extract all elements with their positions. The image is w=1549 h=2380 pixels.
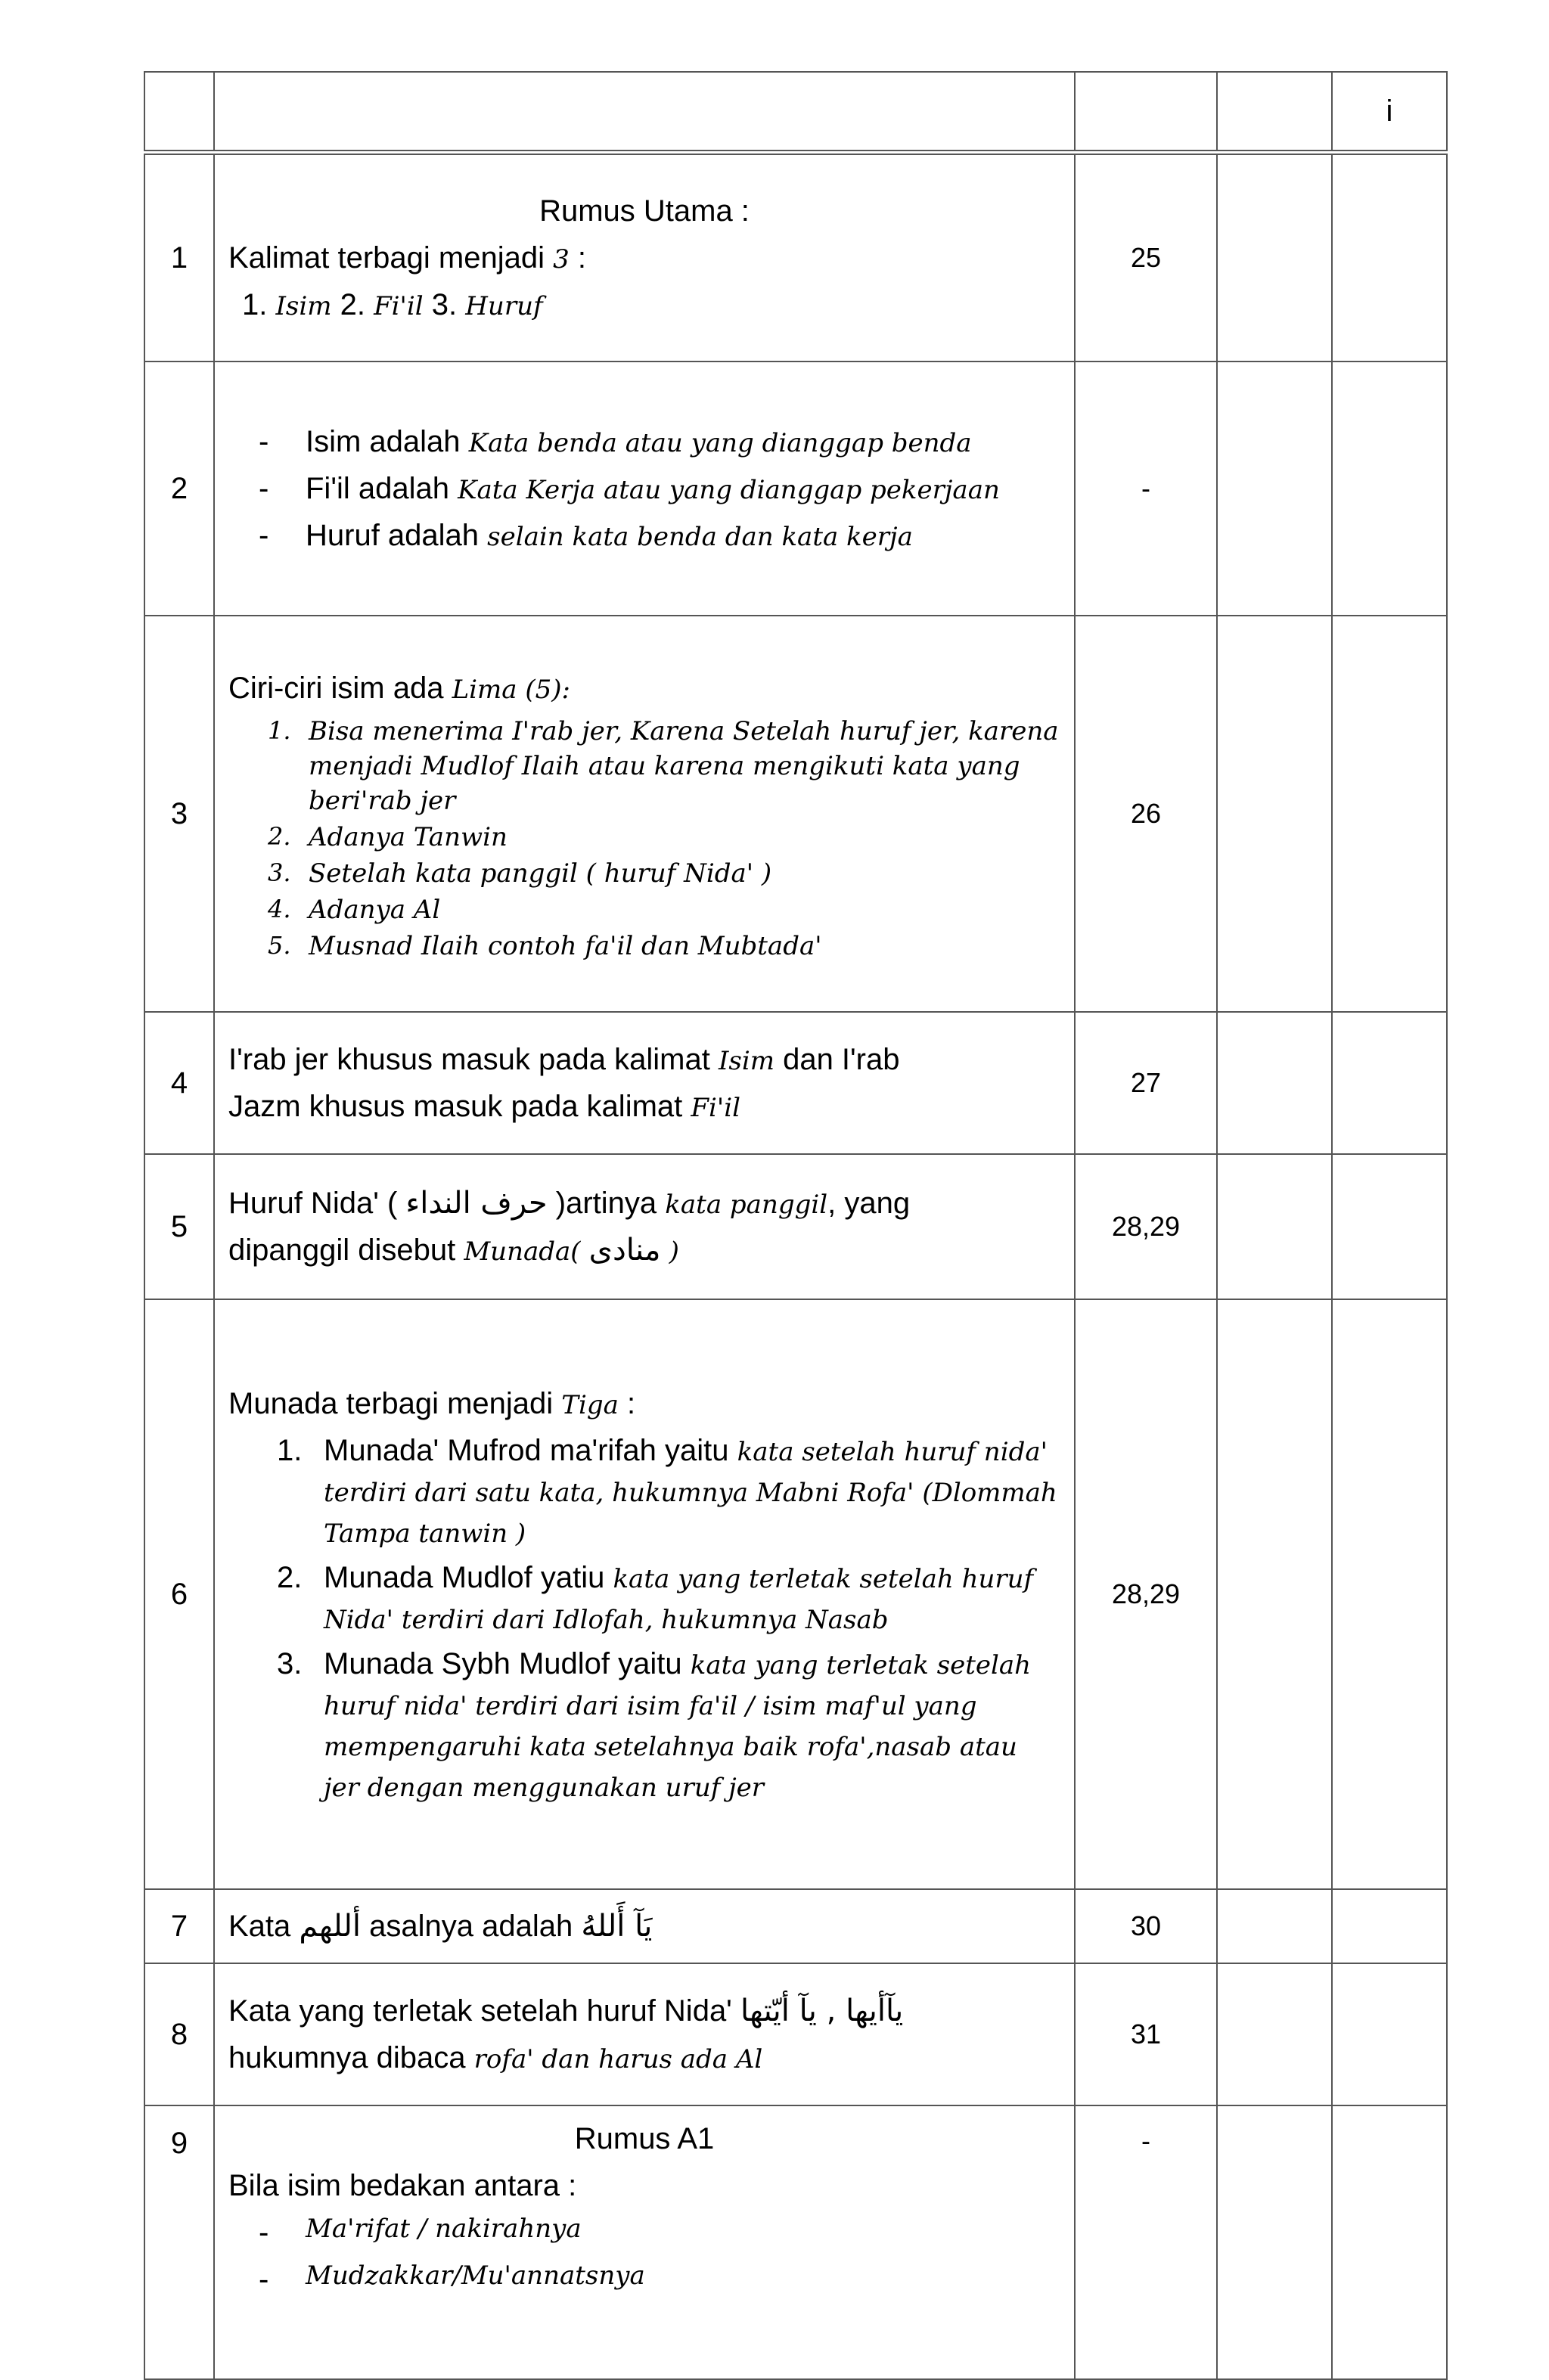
list-item [228,893,1060,928]
text: Huruf Nida' ( [228,1187,398,1220]
header-cell-text [214,72,1075,153]
row-number: 8 [144,1963,214,2105]
text: Kata yang terletak setelah huruf Nida' [228,1994,732,2028]
handwritten-text: Munada( [464,1237,581,1267]
handwritten-text: Bisa menerima I'rab jer, Karena Setelah huruf jer, karena menjadi Mudlof Ilaih atau karena mengikuti kata yang beri'rab jer [309,716,1059,817]
page-ref: 28,29 [1075,1154,1217,1299]
header-cell-extra-1 [1217,72,1332,153]
list-item [228,1430,1060,1553]
row-number: 4 [144,1012,214,1154]
arabic-text: حرف النداء [405,1186,548,1221]
arabic-text: منادى [588,1233,661,1268]
handwritten-text: Musnad Ilaih contoh fa'il dan Mubtada' [309,930,822,961]
handwritten-text: Lima (5): [452,675,570,706]
document-sheet [144,71,1422,2380]
page-ref: - [1075,361,1217,616]
text: asalnya adalah [369,1910,573,1943]
handwritten-text: Isim [718,1046,774,1076]
row-line [228,1991,1060,2031]
row-content [214,1154,1075,1299]
handwritten-text: Setelah kata panggil ( huruf Nida' ) [309,858,772,889]
row-line [228,237,1060,278]
handwritten-text: Fi'il [691,1093,740,1123]
list-item [228,2259,1060,2300]
rules-table [144,71,1448,2380]
item-number: 2. [277,1561,303,1594]
row-content [214,2105,1075,2379]
arabic-text: يآأيها , يآ أيّتها [740,1994,904,2028]
empty-cell [1332,1299,1447,1889]
row-number: 5 [144,1154,214,1299]
list-item [228,515,1060,556]
row-content [214,616,1075,1012]
row-line [228,1086,1060,1127]
item-number: 2. [268,822,291,852]
item-number: 3. [277,1647,303,1680]
table-row [144,1299,1447,1889]
empty-cell [1217,1012,1332,1154]
empty-cell [1332,616,1447,1012]
list-item [228,421,1060,462]
empty-cell [1217,361,1332,616]
header-cell-no [144,72,214,153]
row-content [214,1299,1075,1889]
item-number: 3. [431,288,458,321]
row-title: Rumus A1 [574,2122,715,2155]
header-label-i: i [1386,95,1393,128]
dash-marker: - [259,472,269,505]
list-item [228,857,1060,892]
list-item [228,1643,1060,1807]
empty-cell [1332,153,1447,362]
page-ref: 26 [1075,616,1217,1012]
handwritten-text: Isim [275,291,332,321]
row-content [214,1889,1075,1963]
list-item [228,929,1060,964]
table-row [144,361,1447,616]
page-ref: - [1075,2105,1217,2379]
row-line [228,668,1060,709]
row-line [228,1039,1060,1080]
row-content [214,1012,1075,1154]
handwritten-text: kata setelah huruf nida' terdiri dari satu kata, hukumnya Mabni Rofa' (Dlommah Tampa tanwin ) [324,1437,1057,1549]
page-ref: 31 [1075,1963,1217,2105]
list-item [228,1557,1060,1639]
list-item [228,468,1060,509]
handwritten-text: rofa' dan harus ada Al [473,2044,763,2074]
list-item [228,2212,1060,2253]
arabic-text: أللهم [299,1909,362,1944]
text: Huruf adalah [306,519,480,552]
empty-cell [1217,1154,1332,1299]
handwritten-text: kata yang terletak setelah huruf nida' terdiri dari isim fa'il / isim maf'ul yang mempengaruhi kata setelahnya baik rofa',nasab atau jer dengan menggunakan uruf jer [324,1650,1032,1803]
text: : [577,241,587,275]
text: Munada' Mufrod ma'rifah yaitu [324,1434,729,1467]
text: Ciri-ciri isim ada [228,672,444,706]
empty-cell [1217,153,1332,362]
row-line [228,284,1060,325]
header-cell-extra-2 [1332,72,1447,153]
text: Fi'il adalah [306,472,449,505]
item-number: 4. [268,894,291,923]
handwritten-text: Fi'il [374,291,424,321]
empty-cell [1332,1154,1447,1299]
row-line [228,1230,1060,1271]
table-header-row [144,72,1447,153]
page-ref: 25 [1075,153,1217,362]
header-cell-page [1075,72,1217,153]
handwritten-text: Tiga [561,1390,619,1420]
handwritten-text: Adanya Al [309,894,441,925]
page-ref: 27 [1075,1012,1217,1154]
page-ref: 30 [1075,1889,1217,1963]
arabic-text: يَآ أَللهُ [581,1909,653,1944]
text: Jazm khusus masuk pada kalimat [228,1090,683,1123]
text: dipanggil disebut [228,1233,456,1267]
table-row [144,1889,1447,1963]
table-row [144,1012,1447,1154]
row-number: 6 [144,1299,214,1889]
list-item [228,715,1060,819]
item-number: 1. [268,716,291,746]
list-item [228,821,1060,855]
table-row [144,153,1447,362]
table-row [144,1963,1447,2105]
dash-marker: - [259,425,269,458]
dash-marker: - [259,2216,269,2249]
table-row [144,1154,1447,1299]
row-line [228,1383,1060,1424]
row-line [228,2037,1060,2078]
dash-marker: - [259,519,269,552]
text: : [627,1387,636,1420]
empty-cell [1217,1299,1332,1889]
empty-cell [1217,1963,1332,2105]
row-content [214,1963,1075,2105]
text: )artinya [555,1187,657,1220]
row-content [214,361,1075,616]
text: Isim adalah [306,425,461,458]
item-number: 3. [268,858,291,887]
handwritten-text: Adanya Tanwin [309,822,508,853]
page-ref: 28,29 [1075,1299,1217,1889]
dash-marker: - [259,2263,269,2296]
text: Munada Mudlof yatiu [324,1561,605,1594]
row-number: 7 [144,1889,214,1963]
text: Munada terbagi menjadi [228,1387,554,1420]
row-line: Bila isim bedakan antara : [228,2169,577,2202]
table-row [144,616,1447,1012]
text: hukumnya dibaca [228,2041,466,2074]
empty-cell [1332,1963,1447,2105]
handwritten-text: Huruf [465,291,543,321]
empty-cell [1217,616,1332,1012]
text: Kata [228,1910,291,1943]
row-title: Rumus Utama : [539,194,750,228]
empty-cell [1217,2105,1332,2379]
handwritten-text: kata yang terletak setelah huruf Nida' terdiri dari Idlofah, hukumnya Nasab [324,1564,1034,1635]
empty-cell [1332,361,1447,616]
table-row [144,2105,1447,2379]
handwritten-text: Kata Kerja atau yang dianggap pekerjaan [458,475,1000,505]
empty-cell [1332,2105,1447,2379]
row-number: 9 [144,2105,214,2379]
text: dan I'rab [783,1043,900,1076]
item-number: 2. [340,288,365,321]
empty-cell [1332,1889,1447,1963]
item-number: 1. [242,288,268,321]
item-number: 5. [268,930,291,960]
row-number: 3 [144,616,214,1012]
empty-cell [1217,1889,1332,1963]
handwritten-text: ) [669,1237,679,1267]
row-number: 2 [144,361,214,616]
handwritten-text: Kata benda atau yang dianggap benda [468,428,972,458]
empty-cell [1332,1012,1447,1154]
handwritten-text: 3 [553,244,570,275]
text: , yang [827,1187,911,1220]
text: Munada Sybh Mudlof yaitu [324,1647,682,1680]
row-number: 1 [144,153,214,362]
handwritten-text: selain kata benda dan kata kerja [487,522,913,552]
handwritten-text: Mudzakkar/Mu'annatsnya [306,2261,645,2291]
text: Kalimat terbagi menjadi [228,241,545,275]
handwritten-text: Ma'rifat / nakirahnya [306,2214,582,2244]
row-line [228,1183,1060,1224]
handwritten-text: kata panggil [665,1190,828,1220]
item-number: 1. [277,1434,303,1467]
row-content [214,153,1075,362]
text: I'rab jer khusus masuk pada kalimat [228,1043,710,1076]
